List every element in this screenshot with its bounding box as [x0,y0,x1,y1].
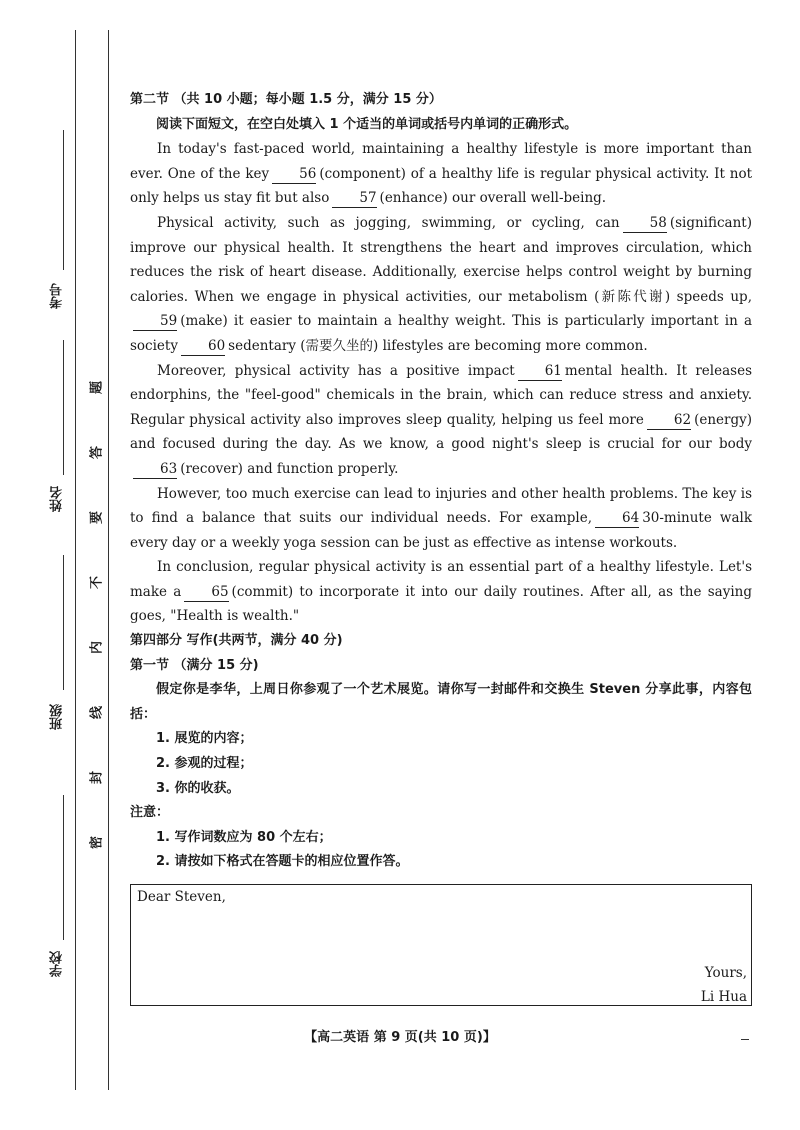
seal-warning [86,378,104,852]
blank-58[interactable]: 58 [623,214,667,233]
blank-60[interactable]: 60 [181,337,225,356]
text-span: (energy) and focused during the day. As we know, a good night's sleep is crucial for our body [130,411,752,453]
paragraph-2 [130,211,752,359]
blank-59[interactable]: 59 [133,312,177,331]
page-footer: 【高二英语 第 9 页(共 10 页)】 [304,1030,496,1045]
seal-char: 内 [89,641,105,655]
seal-char: 要 [89,511,105,525]
blank-64[interactable]: 64 [595,509,639,528]
name-label: 姓名 [50,486,65,512]
blank-65[interactable]: 65 [184,583,228,602]
note-item: 2. 请按如下格式在答题卡的相应位置作答。 [156,854,409,870]
part4-heading: 第四部分 写作(共两节，满分 40 分) [130,633,343,649]
text-span: Moreover, physical activity has a positive impact [157,362,515,379]
writing-prompt: 假定你是李华，上周日你参观了一个艺术展览。请你写一封邮件和交换生 Steven 分享此事，内容包括： [130,682,752,722]
text-span: (commit) to incorporate it into our daily routines. After all, as the saying goes, "Health is wealth." [130,583,753,625]
binding-line-outer [75,30,76,1090]
text-span: Physical activity, such as jogging, swimming, or cycling, can [157,214,620,231]
text-span: (recover) and function properly. [180,460,399,477]
seal-char: 密 [89,836,105,850]
letter-greeting: Dear Steven, [137,889,226,905]
seal-char: 答 [89,446,105,460]
binding-line-inner [108,30,109,1090]
footer-dash [741,1039,749,1040]
paragraph-4 [130,482,752,556]
paragraph-3 [130,359,752,482]
blank-63[interactable]: 63 [133,460,177,479]
text-span: (make) it easier to maintain a healthy weight. This is particularly important in a society [130,313,752,354]
note-label: 注意： [130,805,170,821]
class-line [63,555,64,690]
letter-answer-box[interactable] [130,884,752,1006]
blank-56[interactable]: 56 [272,165,316,184]
name-line [63,340,64,475]
blank-62[interactable]: 62 [647,411,691,430]
note-item: 1. 写作词数应为 80 个左右； [156,829,332,845]
text-span: In today's fast-paced world, maintaining a healthy lifestyle is more important than ever. One of the key [130,141,752,182]
letter-closing: Yours, [704,965,747,981]
prompt-item: 2. 参观的过程； [156,756,253,772]
text-span: 30-minute walk every day or a weekly yoga session can be just as effective as intense workouts. [130,510,753,551]
section2-heading: 第二节 （共 10 小题；每小题 1.5 分，满分 15 分） [130,92,442,107]
seal-char: 线 [89,706,105,720]
class-label: 班级 [50,704,65,730]
text-span: mental health. It releases endorphins, the "feel-good" chemicals in the brain, which can reduce stress and anxiety. Regular physical activity also improves sleep quality, helping us feel more [130,362,752,428]
text-span: sedentary (需要久坐的) lifestyles are becoming more common. [228,337,648,354]
text-span: (significant) improve our physical health. It strengthens the heart and improves circulation, which reduces the risk of heart disease. Additionally, exercise helps control weight by burning calories. When we engage in physical activities, our metabolism (新陈代谢) speeds up, [130,214,752,305]
paragraph-5 [130,555,752,629]
school-line [63,795,64,940]
seal-char: 不 [89,576,105,590]
part4-section1: 第一节 （满分 15 分) [130,657,259,673]
seal-char: 封 [89,771,105,785]
paragraph-1 [130,137,752,211]
exam-number-label: 考号 [50,283,65,309]
exam-content [130,88,752,875]
text-span: (enhance) our overall well-being. [379,190,607,207]
text-span: However, too much exercise can lead to injuries and other health problems. The key is to find a balance that suits our individual needs. For example, [130,485,752,527]
prompt-item: 1. 展览的内容； [156,731,253,747]
section2-instruction: 阅读下面短文，在空白处填入 1 个适当的单词或括号内单词的正确形式。 [156,116,578,132]
letter-signature: Li Hua [700,989,747,1005]
blank-61[interactable]: 61 [518,362,562,381]
prompt-item: 3. 你的收获。 [156,780,240,796]
letter-closing-block [701,961,747,1009]
school-label: 学校 [50,951,65,977]
text-span: (component) of a healthy life is regular physical activity. It not only helps us stay fit but also [130,165,752,207]
exam-number-line [63,130,64,270]
blank-57[interactable]: 57 [332,189,376,208]
text-span: In conclusion, regular physical activity is an essential part of a healthy lifestyle. Let's make a [130,559,752,600]
seal-char: 题 [89,381,105,395]
